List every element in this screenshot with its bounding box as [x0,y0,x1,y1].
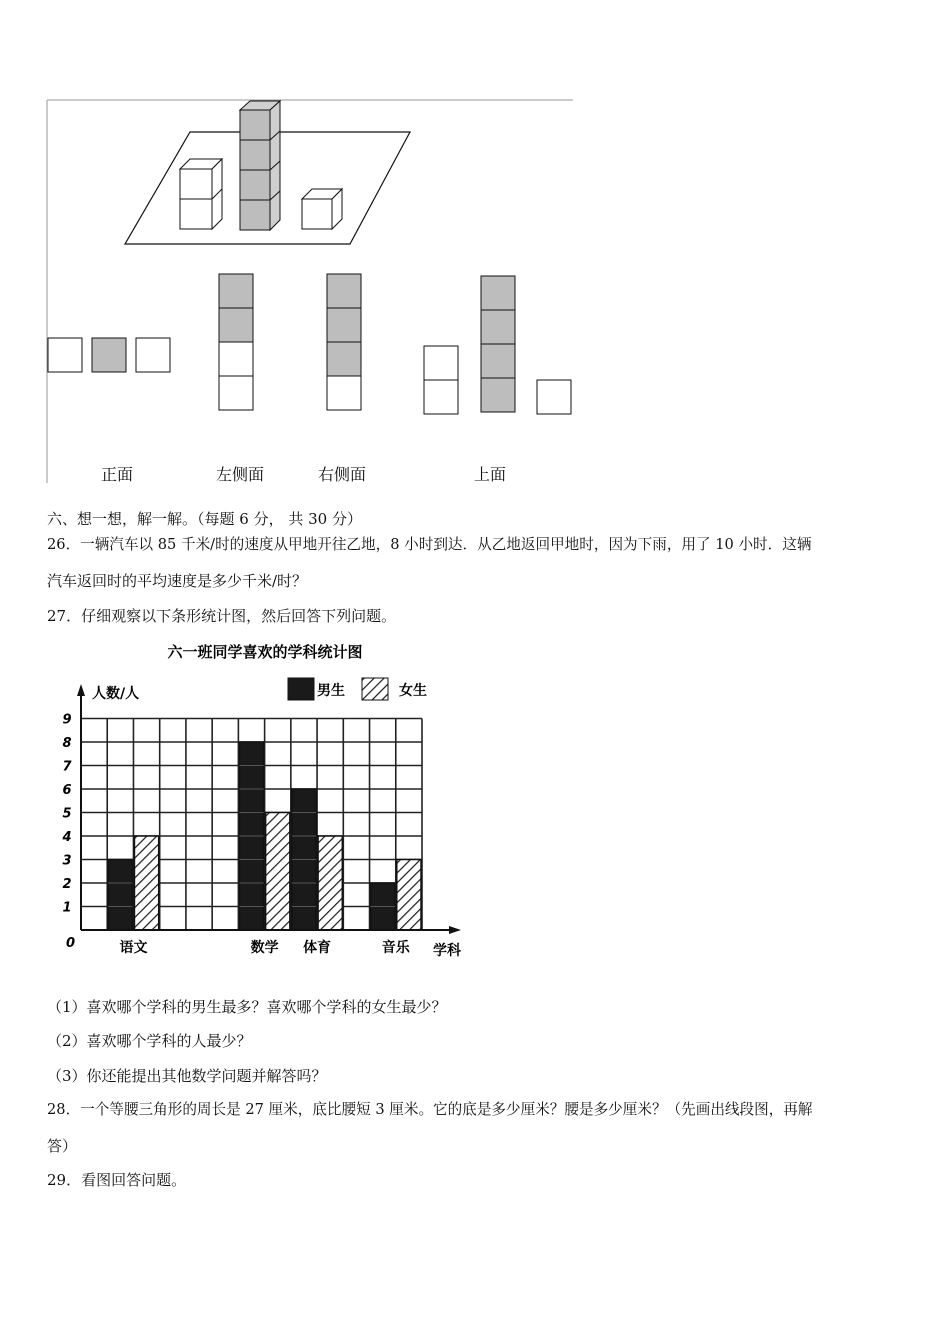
y-tick-label: 7 [62,759,72,775]
bar-chart [55,640,475,970]
cube-stack-middle [240,101,280,230]
right-view-label: 右侧面 [318,465,367,484]
x-axis-arrow [449,926,461,934]
y-tick-label: 2 [62,877,72,892]
chart-legend [288,678,427,700]
legend-swatch-girls [362,678,388,700]
origin-label: 0 [66,936,76,951]
bar-boys-0 [108,860,132,931]
y-tick-label: 8 [62,736,72,751]
y-tick-label: 4 [62,830,72,845]
chart-title: 六一班同学喜欢的学科统计图 [167,643,363,661]
question-28-line2: 答） [47,1137,78,1155]
right-side-view [327,274,361,410]
bar-girls-2 [318,836,342,930]
cube-views-figure [45,98,575,488]
question-28-line1: 28．一个等腰三角形的周长是 27 厘米，底比腰短 3 厘米。它的底是多少厘米？腰是多少厘米？（先画出线段图，再解 [47,1101,813,1118]
y-tick-label: 6 [62,783,72,798]
question-27: 27．仔细观察以下条形统计图，然后回答下列问题。 [47,607,397,625]
question-27-3: （3）你还能提出其他数学问题并解答吗？ [47,1067,327,1085]
question-26-line2: 汽车返回时的平均速度是多少千米/时？ [47,572,308,590]
question-27-2: （2）喜欢哪个学科的人最少？ [47,1032,252,1050]
x-tick-label: 语文 [119,940,148,956]
x-axis-label: 学科 [433,943,461,959]
front-view-label: 正面 [101,465,134,484]
y-tick-label: 5 [62,806,72,822]
bar-girls-0 [134,836,158,930]
left-view-label: 左侧面 [216,465,265,484]
x-tick-label: 音乐 [381,940,410,956]
top-view-label: 上面 [474,465,507,484]
y-tick-label: 1 [62,900,72,916]
legend-label-boys: 男生 [317,683,345,699]
y-tick-label: 3 [62,853,72,869]
left-side-view [219,274,253,410]
question-29: 29．看图回答问题。 [47,1171,187,1189]
front-view [48,338,170,372]
section-heading: 六、想一想，解一解。（每题 6 分， 共 30 分） [47,510,362,528]
y-tick-label: 9 [62,712,72,728]
bar-girls-3 [397,860,421,931]
question-26-line1: 26．一辆汽车以 85 千米/时的速度从甲地开往乙地，8 小时到达．从乙地返回甲地时，因为下雨，用了 10 小时．这辆 [47,536,812,553]
cube-stack-right [302,189,342,229]
y-axis-label: 人数/人 [92,686,140,702]
x-tick-label: 数学 [250,940,279,956]
legend-swatch-boys [288,678,314,700]
top-view [424,276,571,414]
y-axis-arrow [77,684,85,696]
cube-stack-left [180,159,222,229]
question-27-1: （1）喜欢哪个学科的男生最多？喜欢哪个学科的女生最少？ [47,998,447,1016]
x-tick-label: 体育 [303,940,332,956]
legend-label-girls: 女生 [399,683,427,699]
bar-girls-1 [266,813,290,931]
